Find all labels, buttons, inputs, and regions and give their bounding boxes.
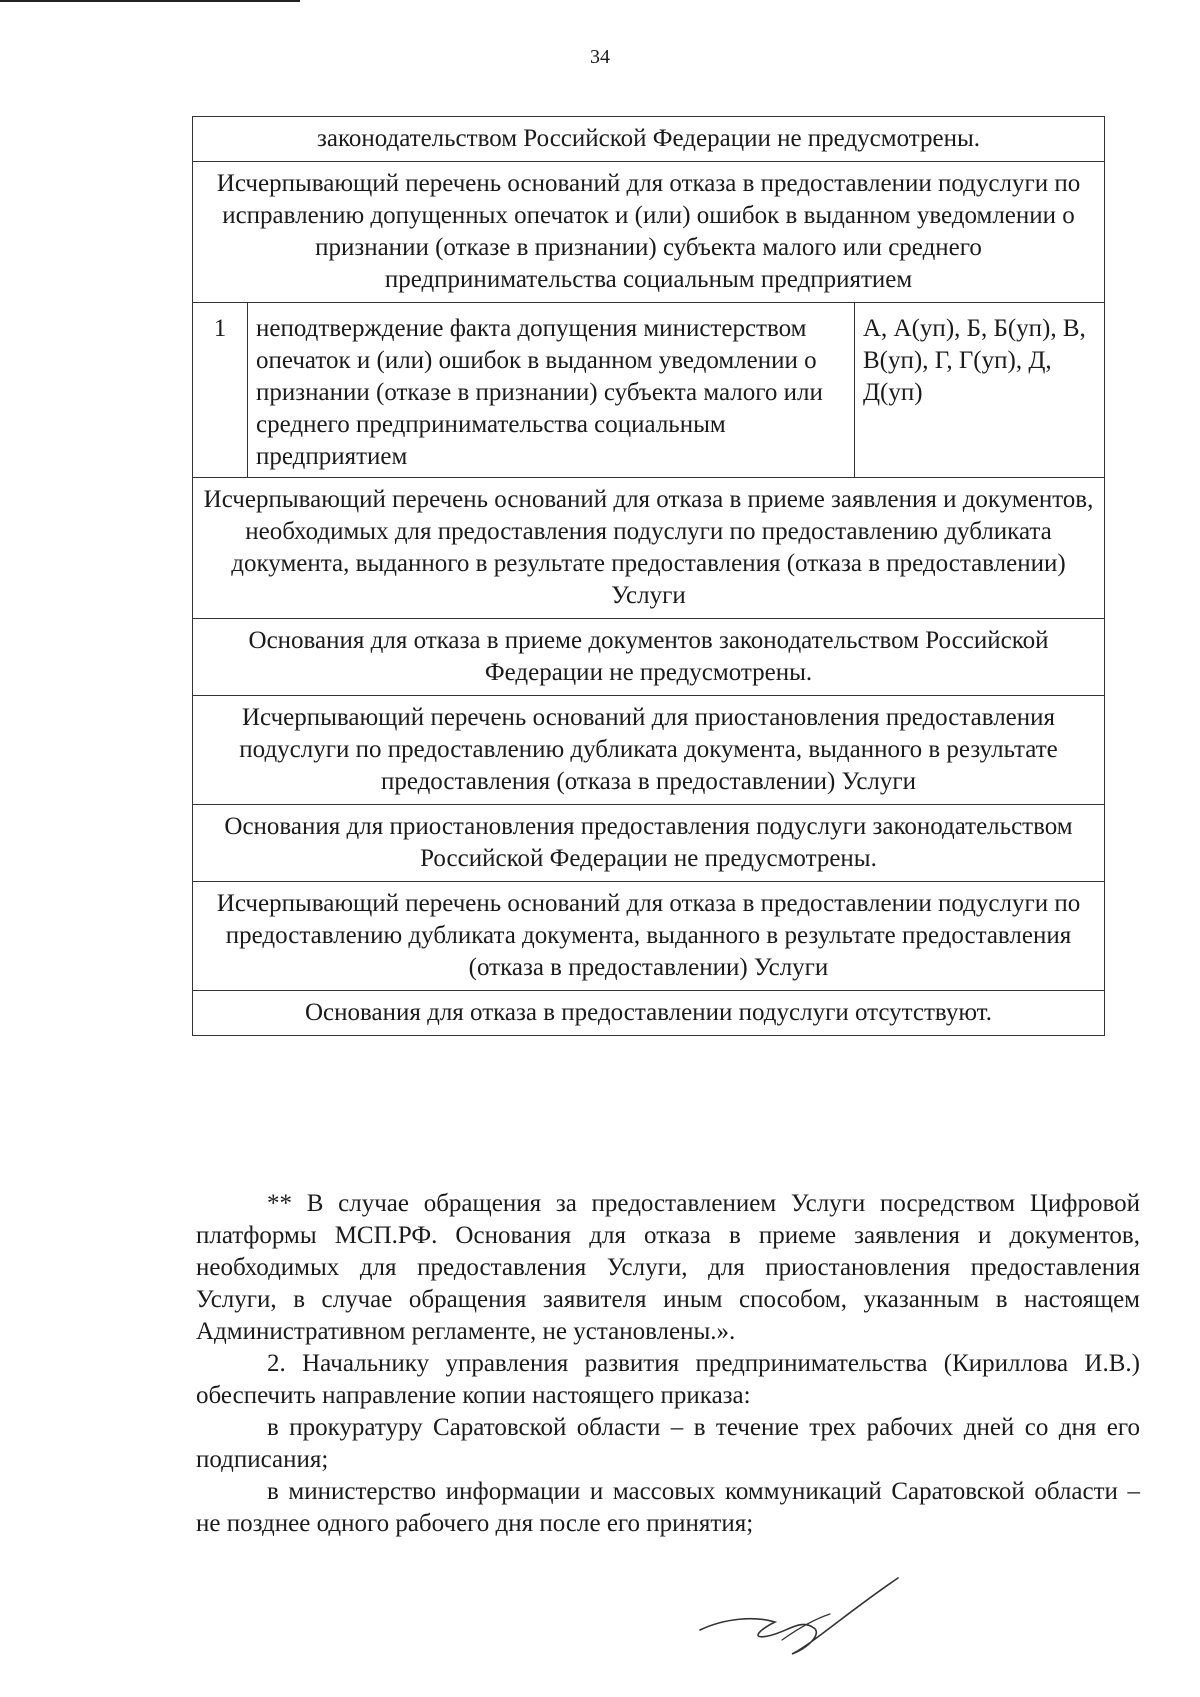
paragraph-ministry: в министерство информации и массовых коммуникаций Саратовской области – не позднее одного рабочего дня после его принятия; xyxy=(196,1478,1140,1537)
table-row xyxy=(193,303,1105,478)
table-row xyxy=(193,991,1105,1036)
table-row xyxy=(193,805,1105,882)
signature-icon xyxy=(670,1570,910,1670)
table-row xyxy=(193,162,1105,303)
table-row xyxy=(193,117,1105,162)
table-row xyxy=(193,696,1105,805)
page-number: 34 xyxy=(590,46,610,68)
paragraph-item-2: 2. Начальнику управления развития предпринимательства (Кириллова И.В.) обеспечить направление копии настоящего приказа: xyxy=(196,1350,1140,1409)
table-section-header: Исчерпывающий перечень оснований для отказа в приеме заявления и документов, необходимых для предоставления подуслуги по предоставлению дубликата документа, выданного в результате предоставления (отказа в предоставлении) Услуги xyxy=(193,478,1105,619)
table-row xyxy=(193,882,1105,991)
body-text xyxy=(196,1188,1140,1540)
table-row xyxy=(193,619,1105,696)
item-number: 1 xyxy=(193,303,248,478)
table-section-header: Исчерпывающий перечень оснований для приостановления предоставления подуслуги по предоставлению дубликата документа, выданного в результате предоставления (отказа в предоставлении) Услуги xyxy=(193,696,1105,805)
paragraph-prosecutor: в прокуратуру Саратовской области – в течение трех рабочих дней со дня его подписания; xyxy=(196,1414,1140,1473)
table-cell-note: Основания для отказа в предоставлении подуслуги отсутствуют. xyxy=(193,991,1105,1036)
table-row xyxy=(193,478,1105,619)
footnote-paragraph: ** В случае обращения за предоставлением Услуги посредством Цифровой платформы МСП.РФ. Основания для отказа в приеме заявления и документов, необходимых для предоставления Услуги, для приостановления предоставления Услуги, в случае обращения заявителя иным способом, указанным в настоящем Административном регламенте, не установлены.». xyxy=(196,1190,1140,1345)
table-cell-note: Основания для приостановления предоставления подуслуги законодательством Российской Федерации не предусмотрены. xyxy=(193,805,1105,882)
grounds-table xyxy=(192,116,1105,1036)
table-cell-note: Основания для отказа в приеме документов законодательством Российской Федерации не предусмотрены. xyxy=(193,619,1105,696)
table-section-header: Исчерпывающий перечень оснований для отказа в предоставлении подуслуги по исправлению допущенных опечаток и (или) ошибок в выданном уведомлении о признании (отказе в признании) субъекта малого или среднего предпринимательства социальным предприятием xyxy=(193,162,1105,303)
table-section-header: Исчерпывающий перечень оснований для отказа в предоставлении подуслуги по предоставлению дубликата документа, выданного в результате предоставления (отказа в предоставлении) Услуги xyxy=(193,882,1105,991)
table-cell-note: законодательством Российской Федерации не предусмотрены. xyxy=(193,117,1105,162)
top-rule xyxy=(0,0,300,2)
item-codes: А, А(уп), Б, Б(уп), В, В(уп), Г, Г(уп), Д, Д(уп) xyxy=(855,303,1105,478)
item-description: неподтверждение факта допущения министерством опечаток и (или) ошибок в выданном уведомлении о признании (отказе в признании) субъекта малого или среднего предпринимательства социальным предприятием xyxy=(248,303,855,478)
